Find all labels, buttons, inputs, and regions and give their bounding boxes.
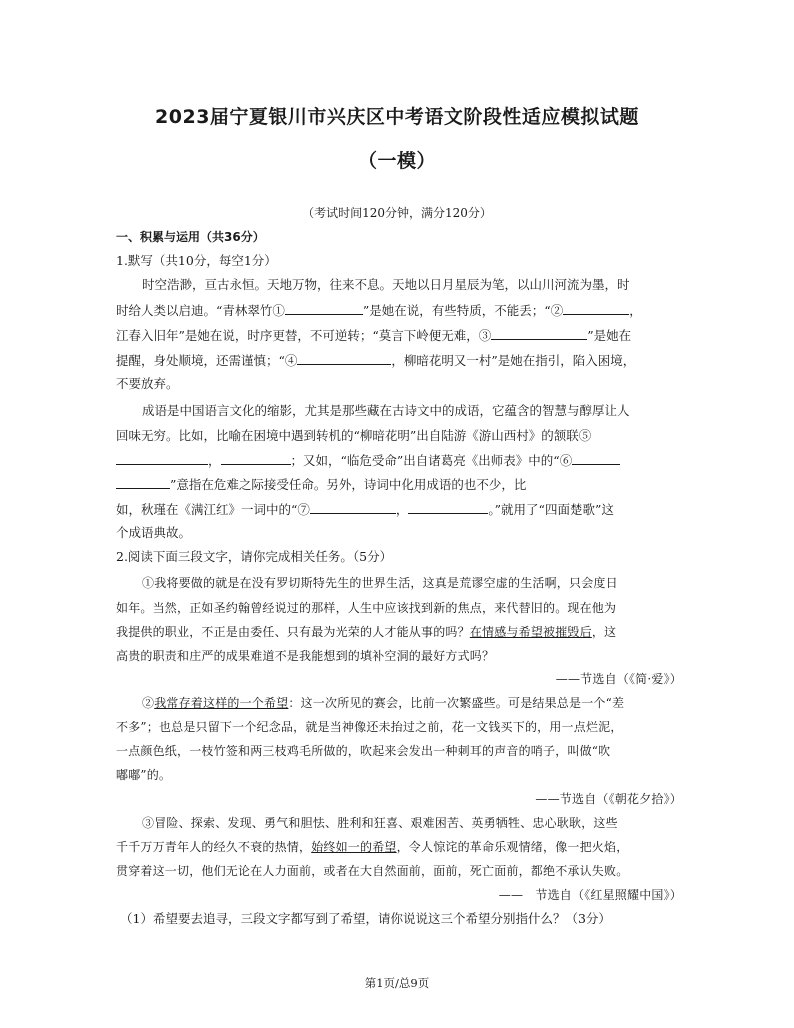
q2-para3-line: 千千万万青年人的经久不衰的热情，始终如一的希望，令人惊诧的革命乐观情绪，像一把火焰， xyxy=(116,840,629,854)
q1-p1-line: 提醒，身处顺境，还需谨慎；“④ ，柳暗花明又一村”是她在指引，陷入困境， xyxy=(116,353,636,368)
q1-p2-line: 回味无穷。比如，比喻在困境中遇到转机的“柳暗花明”出自陆游《游山西村》的颔联⑤ xyxy=(116,428,592,443)
q2-source-1: ——节选自（《简·爱》） xyxy=(555,672,682,686)
q2-para2-line: 不多”；也总是只留下一个纪念品，就是当神像还未抬过之前，花一文钱买下的，用一点烂泥， xyxy=(116,720,623,734)
q2-para1-line: 如年。当然，正如圣约翰曾经说过的那样，人生中应该找到新的焦点，来代替旧的。现在他为 xyxy=(116,601,617,615)
q2-para3-line: 贯穿着这一切，他们无论在人力面前，或者在大自然面前，面前，死亡面前，都绝不承认失败。 xyxy=(116,864,629,878)
answer-blank-7b[interactable] xyxy=(408,500,488,514)
q2-para3-line: ③冒险、探索、发现、勇气和胆怯、胜利和狂喜、艰难困苦、英勇牺牲、忠心耿耿，这些 xyxy=(142,816,618,830)
answer-blank-7a[interactable] xyxy=(310,500,396,514)
q1-p2-line: 如，秋瑾在《满江红》一词中的“⑦ ， 。”就用了“四面楚歌”这 xyxy=(116,502,614,517)
answer-blank-2[interactable] xyxy=(563,301,629,315)
q2-para2-line: 嘟嘟”的。 xyxy=(116,768,172,782)
q1-p1-line: 不要放弃。 xyxy=(116,376,179,391)
q1-p1-line: 时给人类以启迪。“青林翠竹① ”是她在说，有些特质，不能丢；“② ， xyxy=(116,303,642,318)
q1-p1-line: 时空浩渺，亘古永恒。天地万物，往来不息。天地以日月星辰为笔，以山川河流为墨，时 xyxy=(142,277,630,292)
q1-p2-line: 成语是中国语言文化的缩影，尤其是那些藏在古诗文中的成语，它蕴含的智慧与醇厚让人 xyxy=(142,403,630,418)
q2-para1-line: ①我将要做的就是在没有罗切斯特先生的世界生活，这真是荒谬空虚的生活啊，只会度日 xyxy=(142,576,618,590)
q1-p1-line: 江春入旧年”是她在说，时序更替，不可逆转；“莫言下岭便无难，③ ”是她在 xyxy=(116,328,632,343)
answer-blank-4[interactable] xyxy=(297,351,391,365)
q2-source-3: —— 节选自（《红星照耀中国》） xyxy=(498,888,682,902)
q2-source-2: ——节选自（《朝花夕拾》） xyxy=(535,792,682,806)
answer-blank-6a[interactable] xyxy=(572,451,620,465)
q1-p2-line: 个成语典故。 xyxy=(116,525,192,540)
q2-para2-line: ②我常存着这样的一个希望：这一次所见的赛会，比前一次繁盛些。可是结果总是一个“差 xyxy=(142,696,625,710)
section-heading: 一、积累与运用（共36分） xyxy=(116,230,265,244)
answer-blank-3[interactable] xyxy=(491,326,587,340)
answer-blank-6b[interactable] xyxy=(116,475,170,489)
q2-para1-line: 我提供的职业，不正是由委任、只有最为光荣的人才能从事的吗？在情感与希望被摧毁后，这 xyxy=(116,625,617,639)
answer-blank-5a[interactable] xyxy=(116,451,208,465)
q1-p2-line: ”意指在危难之际接受任命。另外，诗词中化用成语的也不少，比 xyxy=(116,475,682,494)
q1-p2-line: ， ；又如，“临危受命”出自诸葛亮《出师表》中的“⑥ xyxy=(116,451,682,470)
q2-subquestion-1: （1）希望要去追寻，三段文字都写到了希望，请你说说这三个希望分别指什么？（3分） xyxy=(120,911,611,926)
q2-para1-line: 高贵的职责和庄严的成果难道不是我能想到的填补空洞的最好方式吗？ xyxy=(116,649,495,663)
exam-title: 2023届宁夏银川市兴庆区中考语文阶段性适应模拟试题 xyxy=(155,106,639,128)
answer-blank-1[interactable] xyxy=(285,301,363,315)
exam-info: （考试时间120分钟，满分120分） xyxy=(302,206,492,220)
q2-para2-line: 一点颜色纸，一枝竹签和两三枝鸡毛所做的，吹起来会发出一种刺耳的声音的哨子，叫做“吹 xyxy=(116,744,611,758)
answer-blank-5b[interactable] xyxy=(221,451,291,465)
page-number: 第1页/总9页 xyxy=(364,976,430,990)
question-1-label: 1.默写（共10分，每空1分） xyxy=(116,253,277,268)
question-2-label: 2.阅读下面三段文字，请你完成相关任务。（5分） xyxy=(116,549,393,564)
exam-subtitle: （一模） xyxy=(357,150,436,172)
